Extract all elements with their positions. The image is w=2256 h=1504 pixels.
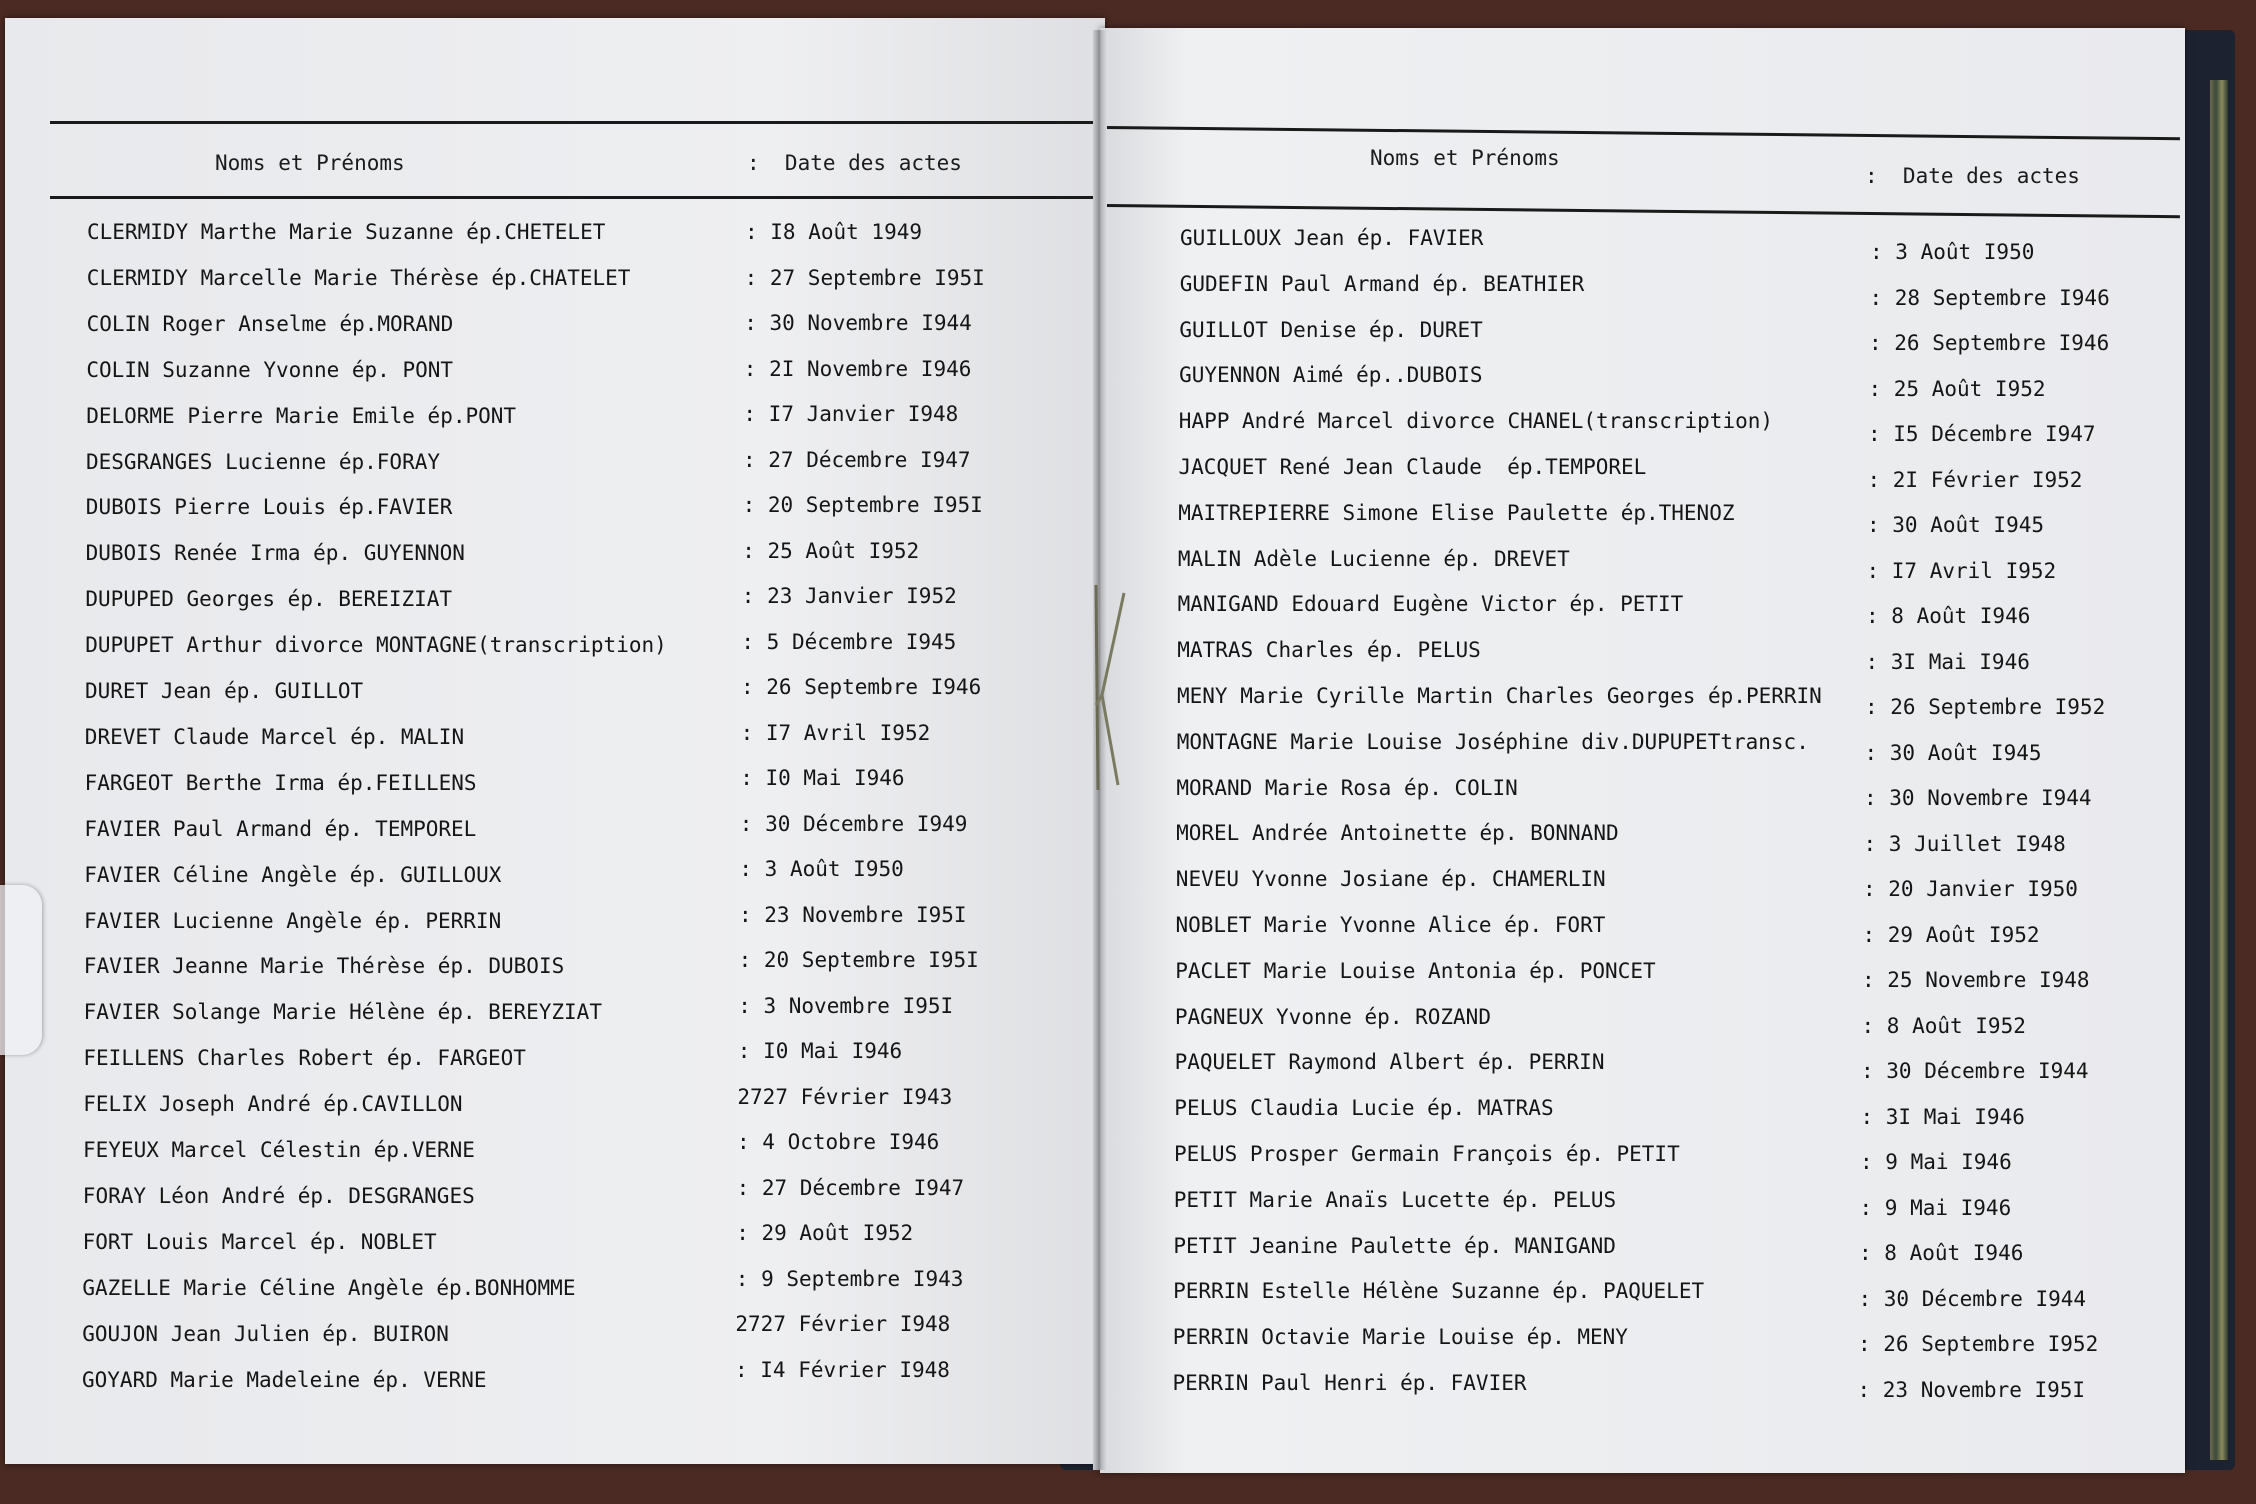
register-entry-name: FAVIER Céline Angèle ép. GUILLOUX bbox=[84, 862, 502, 887]
register-entry-date: : 5 Décembre I945 bbox=[741, 629, 957, 654]
register-entry-date: : 27 Septembre I95I bbox=[744, 265, 985, 290]
register-entry-date: : I0 Mai I946 bbox=[740, 766, 905, 790]
register-entry-name: GOUJON Jean Julien ép. BUIRON bbox=[82, 1321, 449, 1346]
register-entry-name: COLIN Suzanne Yvonne ép. PONT bbox=[86, 357, 454, 382]
register-entry-date: : 23 Novembre I95I bbox=[1857, 1377, 2086, 1402]
register-entry-date: : 9 Mai I946 bbox=[1859, 1195, 2012, 1220]
register-entry-name: CLERMIDY Marthe Marie Suzanne ép.CHETELET bbox=[87, 220, 606, 244]
register-entry-date: : 30 Août I945 bbox=[1864, 740, 2042, 765]
register-entry-name: NOBLET Marie Yvonne Alice ép. FORT bbox=[1175, 913, 1606, 937]
register-entry-date: : 4 Octobre I946 bbox=[737, 1130, 940, 1154]
register-entry-name: FARGEOT Berthe Irma ép.FEILLENS bbox=[84, 770, 477, 795]
register-entry-name: DUPUPET Arthur divorce MONTAGNE(transcription) bbox=[85, 633, 667, 658]
register-entry-date: : 25 Novembre I948 bbox=[1862, 968, 2090, 992]
register-entry-date: : 2I Novembre I946 bbox=[743, 356, 972, 381]
register-entry-name: MORAND Marie Rosa ép. COLIN bbox=[1176, 775, 1518, 800]
register-entry-date: : 30 Décembre I944 bbox=[1861, 1059, 2089, 1083]
header-bottom-rule bbox=[1105, 204, 2180, 218]
register-entry-name: CLERMIDY Marcelle Marie Thérèse ép.CHATELET bbox=[86, 265, 631, 290]
register-entry-date: 2727 Février I948 bbox=[735, 1312, 951, 1336]
register-entry-name: PAGNEUX Yvonne ép. ROZAND bbox=[1174, 1004, 1491, 1029]
page-clip bbox=[0, 885, 42, 1055]
register-entry-date: : 3 Juillet I948 bbox=[1863, 831, 2066, 856]
register-entry-name: DURET Jean ép. GUILLOT bbox=[85, 679, 364, 703]
register-entry-name: HAPP André Marcel divorce CHANEL(transcription) bbox=[1178, 409, 1774, 434]
register-entry-date: : I7 Janvier I948 bbox=[743, 402, 959, 426]
register-entry-date: : I4 Février I948 bbox=[735, 1357, 950, 1382]
dates-column-header: : Date des actes bbox=[1865, 164, 2080, 188]
register-entry-date: : I8 Août 1949 bbox=[745, 220, 923, 244]
register-entry-name: JACQUET René Jean Claude ép.TEMPOREL bbox=[1178, 455, 1647, 479]
register-entry-name: NEVEU Yvonne Josiane ép. CHAMERLIN bbox=[1175, 867, 1606, 892]
register-entry-date: : 3I Mai I946 bbox=[1865, 649, 2030, 674]
register-entry-date: : 3 Août I950 bbox=[1870, 240, 2035, 264]
names-column-header: Noms et Prénoms bbox=[1370, 146, 1560, 170]
register-entry-date: : 8 Août I952 bbox=[1861, 1013, 2026, 1038]
register-entry-name: MALIN Adèle Lucienne ép. DREVET bbox=[1177, 546, 1570, 571]
register-entry-name: COLIN Roger Anselme ép.MORAND bbox=[86, 311, 454, 336]
register-entry-name: PACLET Marie Louise Antonia ép. PONCET bbox=[1175, 958, 1656, 983]
dates-column-header: : Date des actes bbox=[747, 151, 962, 175]
register-entry-name: GUDEFIN Paul Armand ép. BEATHIER bbox=[1179, 271, 1585, 296]
register-entry-date: : 26 Septembre I946 bbox=[741, 675, 982, 699]
register-entry-name: GUYENNON Aimé ép..DUBOIS bbox=[1179, 363, 1483, 388]
header-top-rule bbox=[1105, 126, 2180, 140]
register-entry-date: : 9 Septembre I943 bbox=[735, 1266, 964, 1291]
register-entry-name: FORT Louis Marcel ép. NOBLET bbox=[82, 1229, 437, 1254]
register-entry-date: : I0 Mai I946 bbox=[737, 1039, 903, 1063]
register-entry-date: : 2I Février I952 bbox=[1867, 467, 2083, 492]
register-entry-date: : 26 Septembre I952 bbox=[1858, 1332, 2099, 1356]
register-entry-name: FAVIER Paul Armand ép. TEMPOREL bbox=[84, 816, 477, 841]
register-entry-name: FEILLENS Charles Robert ép. FARGEOT bbox=[83, 1046, 526, 1071]
register-entry-date: : 3 Novembre I95I bbox=[738, 993, 954, 1018]
register-entry-name: PETIT Jeanine Paulette ép. MANIGAND bbox=[1173, 1233, 1616, 1258]
register-entry-name: MAITREPIERRE Simone Elise Paulette ép.THENOZ bbox=[1178, 500, 1735, 525]
register-entry-name: FAVIER Lucienne Angèle ép. PERRIN bbox=[84, 908, 502, 933]
register-entry-date: : 29 Août I952 bbox=[1862, 922, 2040, 947]
register-entry-date: : 25 Août I952 bbox=[742, 538, 920, 563]
register-entry-name: MENY Marie Cyrille Martin Charles Georges ép.PERRIN bbox=[1177, 684, 1822, 708]
register-entry-name: MONTAGNE Marie Louise Joséphine div.DUPUPETtransc. bbox=[1176, 729, 1809, 754]
register-entry-name: PELUS Claudia Lucie ép. MATRAS bbox=[1174, 1096, 1554, 1121]
register-entry-date: : 28 Septembre I946 bbox=[1869, 285, 2110, 310]
register-entry-date: : 30 Août I945 bbox=[1867, 513, 2045, 537]
register-entry-name: FELIX Joseph André ép.CAVILLON bbox=[83, 1092, 463, 1117]
register-entry-date: : 20 Septembre I95I bbox=[742, 493, 983, 517]
register-entry-date: : 30 Décembre I944 bbox=[1858, 1286, 2087, 1311]
register-entry-date: : I7 Avril I952 bbox=[1866, 558, 2057, 583]
register-entry-name: GUILLOT Denise ép. DURET bbox=[1179, 317, 1483, 342]
register-entry-name: MOREL Andrée Antoinette ép. BONNAND bbox=[1176, 821, 1619, 846]
register-entry-name: GOYARD Marie Madeleine ép. VERNE bbox=[82, 1367, 487, 1392]
register-entry-date: : 29 Août I952 bbox=[736, 1221, 914, 1245]
register-entry-date: : I7 Avril I952 bbox=[740, 720, 931, 745]
register-entry-date: : 30 Novembre I944 bbox=[744, 311, 972, 335]
register-entry-date: : 23 Novembre I95I bbox=[739, 902, 967, 927]
register-entry-date: : 30 Novembre I944 bbox=[1864, 786, 2092, 810]
register-entry-name: PETIT Marie Anaïs Lucette ép. PELUS bbox=[1173, 1187, 1617, 1212]
register-entry-date: : 27 Décembre I947 bbox=[736, 1175, 965, 1200]
names-column-header: Noms et Prénoms bbox=[215, 151, 405, 175]
register-entry-name: DESGRANGES Lucienne ép.FORAY bbox=[86, 449, 441, 474]
register-entry-date: : 9 Mai I946 bbox=[1860, 1150, 2012, 1174]
register-entry-name: PERRIN Paul Henri ép. FAVIER bbox=[1172, 1371, 1527, 1395]
register-entry-date: : 27 Décembre I947 bbox=[743, 447, 971, 472]
register-entry-name: PAQUELET Raymond Albert ép. PERRIN bbox=[1174, 1050, 1605, 1075]
register-entry-date: : 20 Septembre I95I bbox=[738, 948, 979, 972]
register-entry-date: : 30 Décembre I949 bbox=[739, 811, 968, 836]
register-entry-date: : 23 Janvier I952 bbox=[741, 584, 957, 608]
register-entry-name: FAVIER Solange Marie Hélène ép. BEREYZIAT bbox=[83, 1000, 602, 1025]
register-entry-name: DREVET Claude Marcel ép. MALIN bbox=[84, 724, 465, 749]
register-entry-name: MATRAS Charles ép. PELUS bbox=[1177, 638, 1481, 663]
register-entry-date: : 3 Août I950 bbox=[739, 857, 904, 881]
register-entry-date: : 25 Août I952 bbox=[1868, 376, 2046, 401]
register-entry-date: : 8 Août I946 bbox=[1859, 1241, 2024, 1265]
register-entry-name: FORAY Léon André ép. DESGRANGES bbox=[82, 1183, 475, 1208]
binding-thread bbox=[1092, 585, 1132, 795]
left-page bbox=[5, 18, 1105, 1464]
register-entry-date: : 20 Janvier I950 bbox=[1863, 877, 2078, 901]
register-entry-name: DUBOIS Renée Irma ép. GUYENNON bbox=[85, 541, 465, 566]
register-entry-name: GUILLOUX Jean ép. FAVIER bbox=[1180, 226, 1484, 250]
register-entry-name: DUPUPED Georges ép. BEREIZIAT bbox=[85, 587, 453, 612]
book-cover-edge bbox=[2210, 80, 2228, 1460]
header-bottom-rule bbox=[50, 196, 1105, 199]
register-entry-name: PERRIN Octavie Marie Louise ép. MENY bbox=[1172, 1325, 1628, 1350]
register-entry-name: PELUS Prosper Germain François ép. PETIT bbox=[1174, 1142, 1680, 1166]
register-entry-date: : 3I Mai I946 bbox=[1860, 1104, 2025, 1129]
register-entry-date: : 26 Septembre I952 bbox=[1865, 695, 2106, 719]
right-page bbox=[1100, 28, 2185, 1473]
register-entry-name: DELORME Pierre Marie Emile ép.PONT bbox=[86, 403, 517, 428]
register-entry-name: GAZELLE Marie Céline Angèle ép.BONHOMME bbox=[82, 1275, 576, 1300]
register-entry-date: : I5 Décembre I947 bbox=[1868, 422, 2096, 446]
header-top-rule bbox=[50, 121, 1105, 124]
register-entry-date: : 8 Août I946 bbox=[1866, 604, 2031, 628]
register-entry-name: FAVIER Jeanne Marie Thérèse ép. DUBOIS bbox=[83, 954, 565, 979]
register-entry-date: 2727 Février I943 bbox=[737, 1084, 953, 1109]
register-entry-name: FEYEUX Marcel Célestin ép.VERNE bbox=[83, 1138, 475, 1162]
register-entry-date: : 26 Septembre I946 bbox=[1869, 331, 2110, 355]
register-entry-name: MANIGAND Edouard Eugène Victor ép. PETIT bbox=[1177, 592, 1684, 617]
register-entry-name: DUBOIS Pierre Louis ép.FAVIER bbox=[85, 495, 453, 520]
register-entry-name: PERRIN Estelle Hélène Suzanne ép. PAQUELET bbox=[1173, 1279, 1705, 1304]
